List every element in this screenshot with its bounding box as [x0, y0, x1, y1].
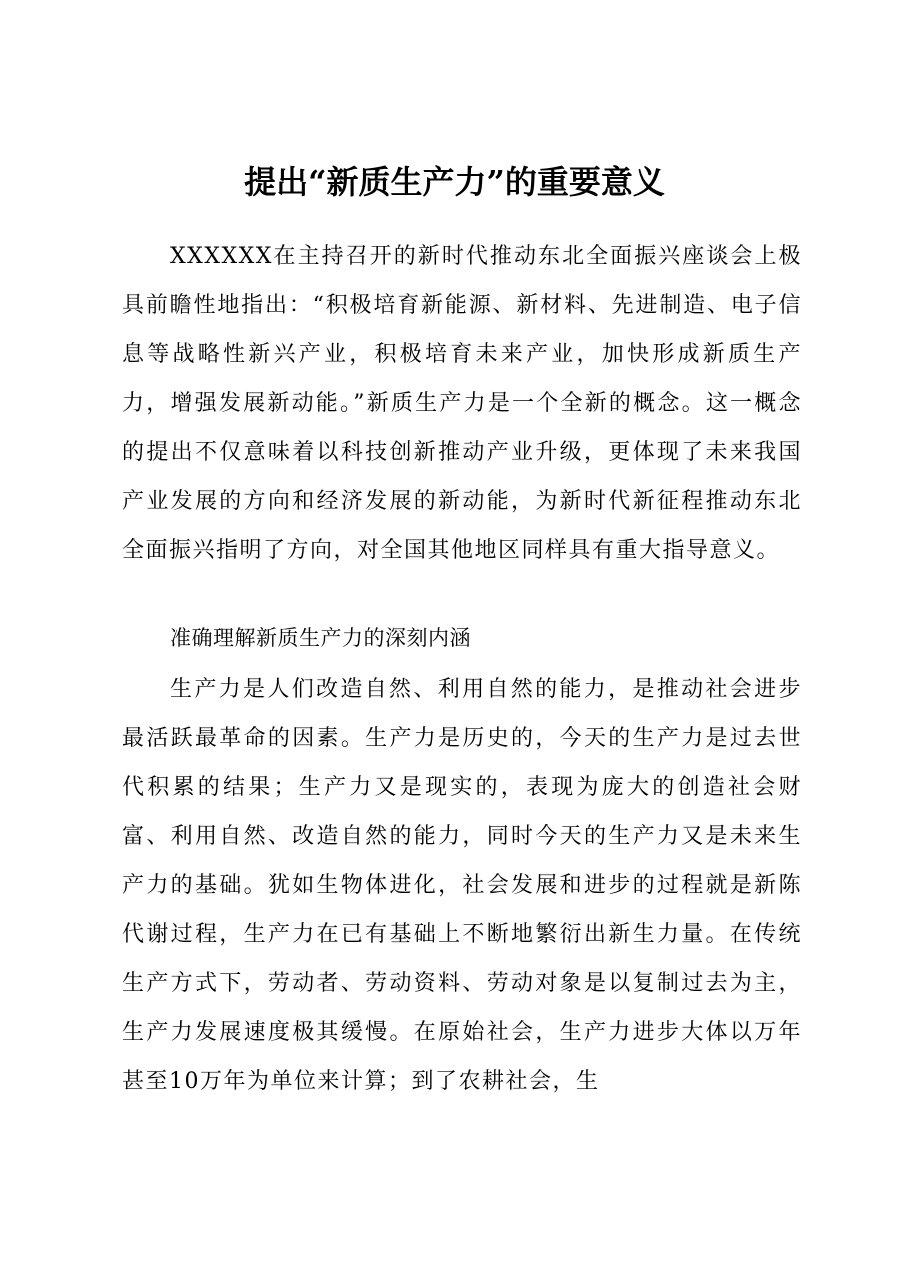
body-paragraph: 生产力是人们改造自然、利用自然的能力，是推动社会进步最活跃最革命的因素。生产力是历史的，今天的生产力是过去世代积累的结果；生产力又是现实的，表现为庞大的创造社会财富、利用自然、改造自然的能力，同时今天的生产力又是未来生产力的基础。犹如生物体进化，社会发展和进步的过程就是新陈代谢过程，生产力在已有基础上不断地繁衍出新生力量。在传统生产方式下，劳动者、劳动资料、劳动对象是以复制过去为主，生产力发展速度极其缓慢。在原始社会，生产力进步大体以万年甚至10万年为单位来计算；到了农耕社会，生 — [122, 677, 802, 1094]
intro-paragraph: XXXXXX在主持召开的新时代推动东北全面振兴座谈会上极具前瞻性地指出：“积极培育新能源、新材料、先进制造、电子信息等战略性新兴产业，积极培育未来产业，加快形成新质生产力，增强发展新动能。”新质生产力是一个全新的概念。这一概念的提出不仅意味着以科技创新推动产业升级，更体现了未来我国产业发展的方向和经济发展的新动能，为新时代新征程推动东北全面振兴指明了方向，对全国其他地区同样具有重大指导意义。 — [122, 244, 802, 563]
document-title: 提出“新质生产力”的重要意义 — [244, 163, 665, 201]
section-heading: 准确理解新质生产力的深刻内涵 — [170, 626, 471, 650]
